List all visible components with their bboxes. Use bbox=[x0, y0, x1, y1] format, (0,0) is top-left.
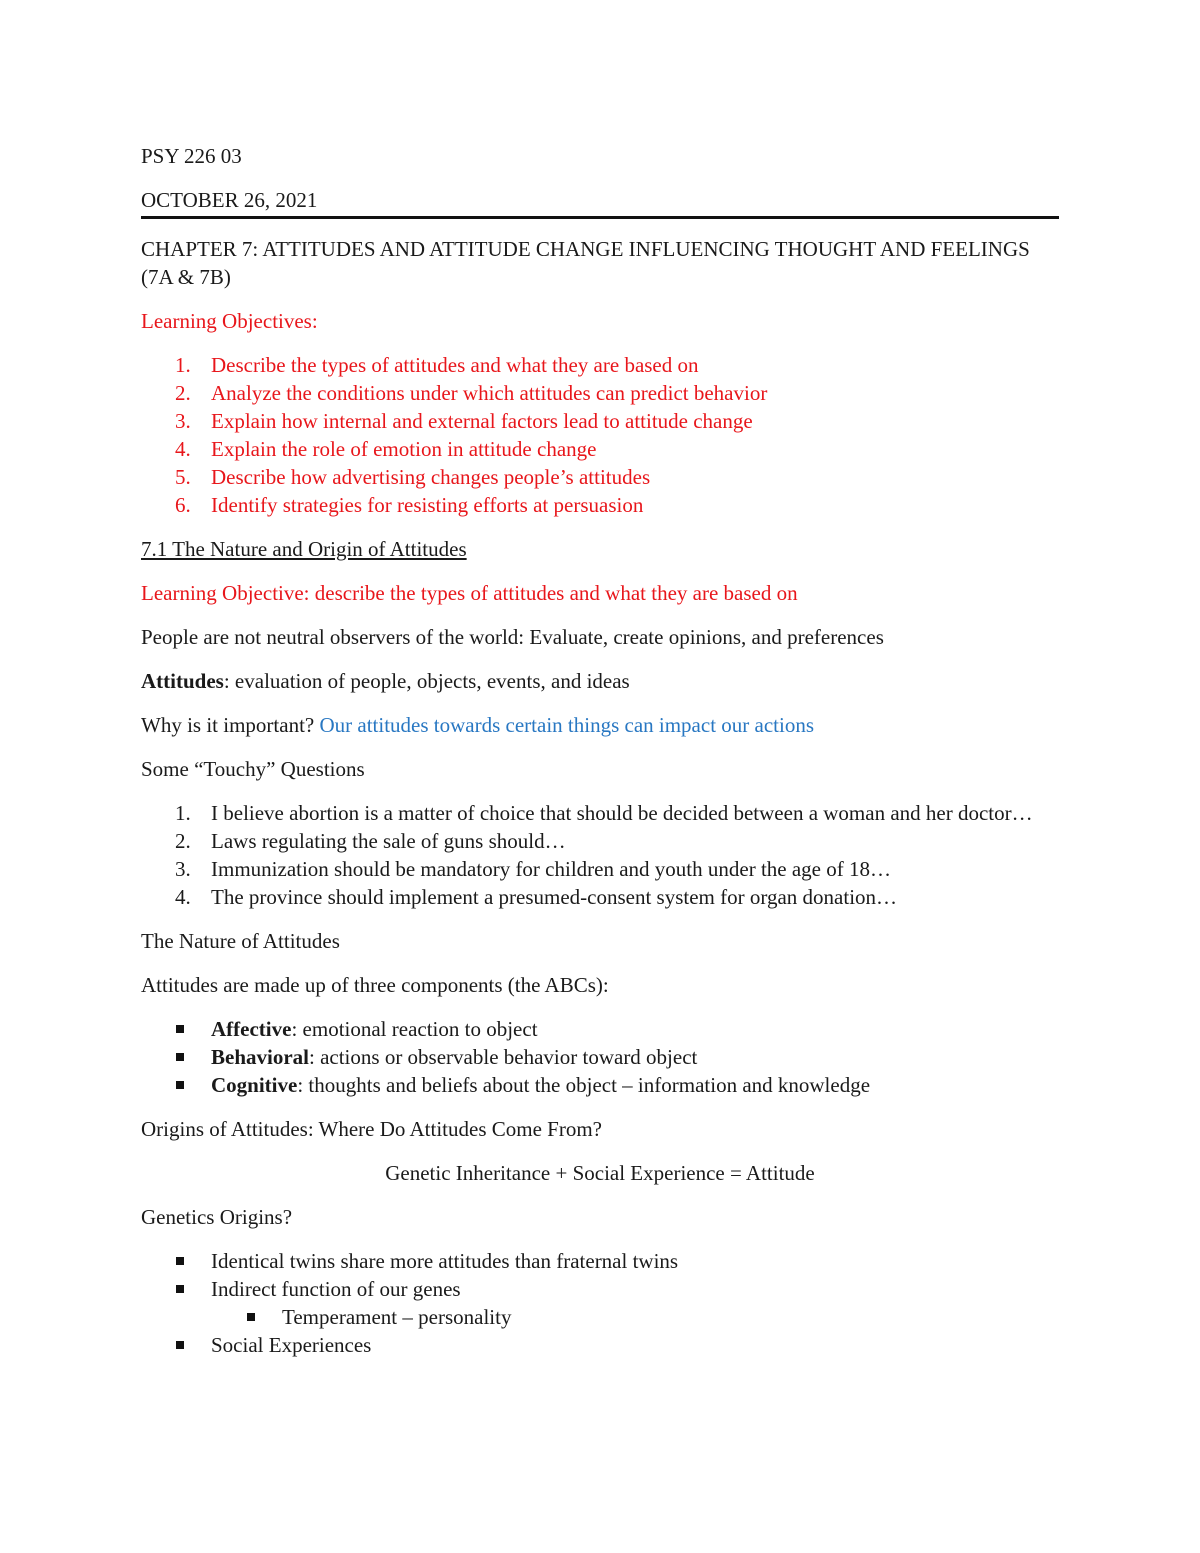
intro-text: People are not neutral observers of the world: Evaluate, create opinions, and preferences bbox=[141, 625, 884, 649]
bullet-icon bbox=[176, 1257, 184, 1265]
bullet-icon bbox=[247, 1313, 255, 1321]
nature-heading: The Nature of Attitudes bbox=[141, 929, 340, 953]
list-item: Indirect function of our genes bbox=[141, 1275, 1059, 1303]
objectives-heading: Learning Objectives: bbox=[141, 309, 318, 333]
course-code: PSY 226 03 bbox=[141, 144, 242, 168]
touchy-heading: Some “Touchy” Questions bbox=[141, 757, 365, 781]
list-item: 3. Explain how internal and external factors lead to attitude change bbox=[175, 409, 753, 433]
equation: Genetic Inheritance + Social Experience = Attitude bbox=[385, 1161, 815, 1185]
genetics-list bbox=[141, 1247, 1059, 1303]
bullet-icon bbox=[176, 1341, 184, 1349]
bullet-icon bbox=[176, 1081, 184, 1089]
genetics-heading: Genetics Origins? bbox=[141, 1205, 293, 1229]
bullet-icon bbox=[176, 1053, 184, 1061]
list-item: Cognitive: thoughts and beliefs about the object – information and knowledge bbox=[141, 1071, 1059, 1099]
list-item: 2. Analyze the conditions under which attitudes can predict behavior bbox=[175, 381, 768, 405]
attitudes-definition: Attitudes: evaluation of people, objects, events, and ideas bbox=[141, 669, 630, 693]
list-item: Social Experiences bbox=[141, 1331, 1059, 1359]
list-item: 4. Explain the role of emotion in attitude change bbox=[175, 437, 597, 461]
list-item: Affective: emotional reaction to object bbox=[141, 1015, 1059, 1043]
abc-list bbox=[141, 1015, 1059, 1099]
bullet-icon bbox=[176, 1285, 184, 1293]
list-item: 3. Immunization should be mandatory for children and youth under the age of 18… bbox=[175, 857, 891, 881]
section-title: 7.1 The Nature and Origin of Attitudes bbox=[141, 537, 467, 561]
list-item: Behavioral: actions or observable behavior toward object bbox=[141, 1043, 1059, 1071]
list-item: 5. Describe how advertising changes people’s attitudes bbox=[175, 465, 651, 489]
importance-line: Why is it important? Our attitudes towards certain things can impact our actions bbox=[141, 713, 815, 737]
list-item: 2. Laws regulating the sale of guns should… bbox=[175, 829, 566, 853]
list-item: Identical twins share more attitudes than fraternal twins bbox=[141, 1247, 1059, 1275]
genetics-sublist bbox=[141, 1303, 1059, 1331]
list-item: 6. Identify strategies for resisting efforts at persuasion bbox=[175, 493, 644, 517]
list-item: Temperament – personality bbox=[141, 1303, 1059, 1331]
touchy-list bbox=[141, 799, 1059, 911]
origins-heading: Origins of Attitudes: Where Do Attitudes Come From? bbox=[141, 1117, 602, 1141]
genetics-list-end bbox=[141, 1331, 1059, 1359]
abc-intro: Attitudes are made up of three components (the ABCs): bbox=[141, 973, 609, 997]
lecture-date: OCTOBER 26, 2021 bbox=[141, 186, 1059, 219]
list-item: 1. I believe abortion is a matter of choice that should be decided between a woman and her doctor… bbox=[175, 801, 1033, 825]
objectives-list bbox=[141, 351, 1059, 519]
bullet-icon bbox=[176, 1025, 184, 1033]
list-item: 1. Describe the types of attitudes and what they are based on bbox=[175, 353, 699, 377]
chapter-title: CHAPTER 7: ATTITUDES AND ATTITUDE CHANGE INFLUENCING THOUGHT AND FEELINGS (7A & 7B) bbox=[141, 237, 1030, 289]
document-body bbox=[141, 142, 1059, 1359]
section-objective: Learning Objective: describe the types of attitudes and what they are based on bbox=[141, 581, 798, 605]
list-item: 4. The province should implement a presumed-consent system for organ donation… bbox=[175, 885, 898, 909]
